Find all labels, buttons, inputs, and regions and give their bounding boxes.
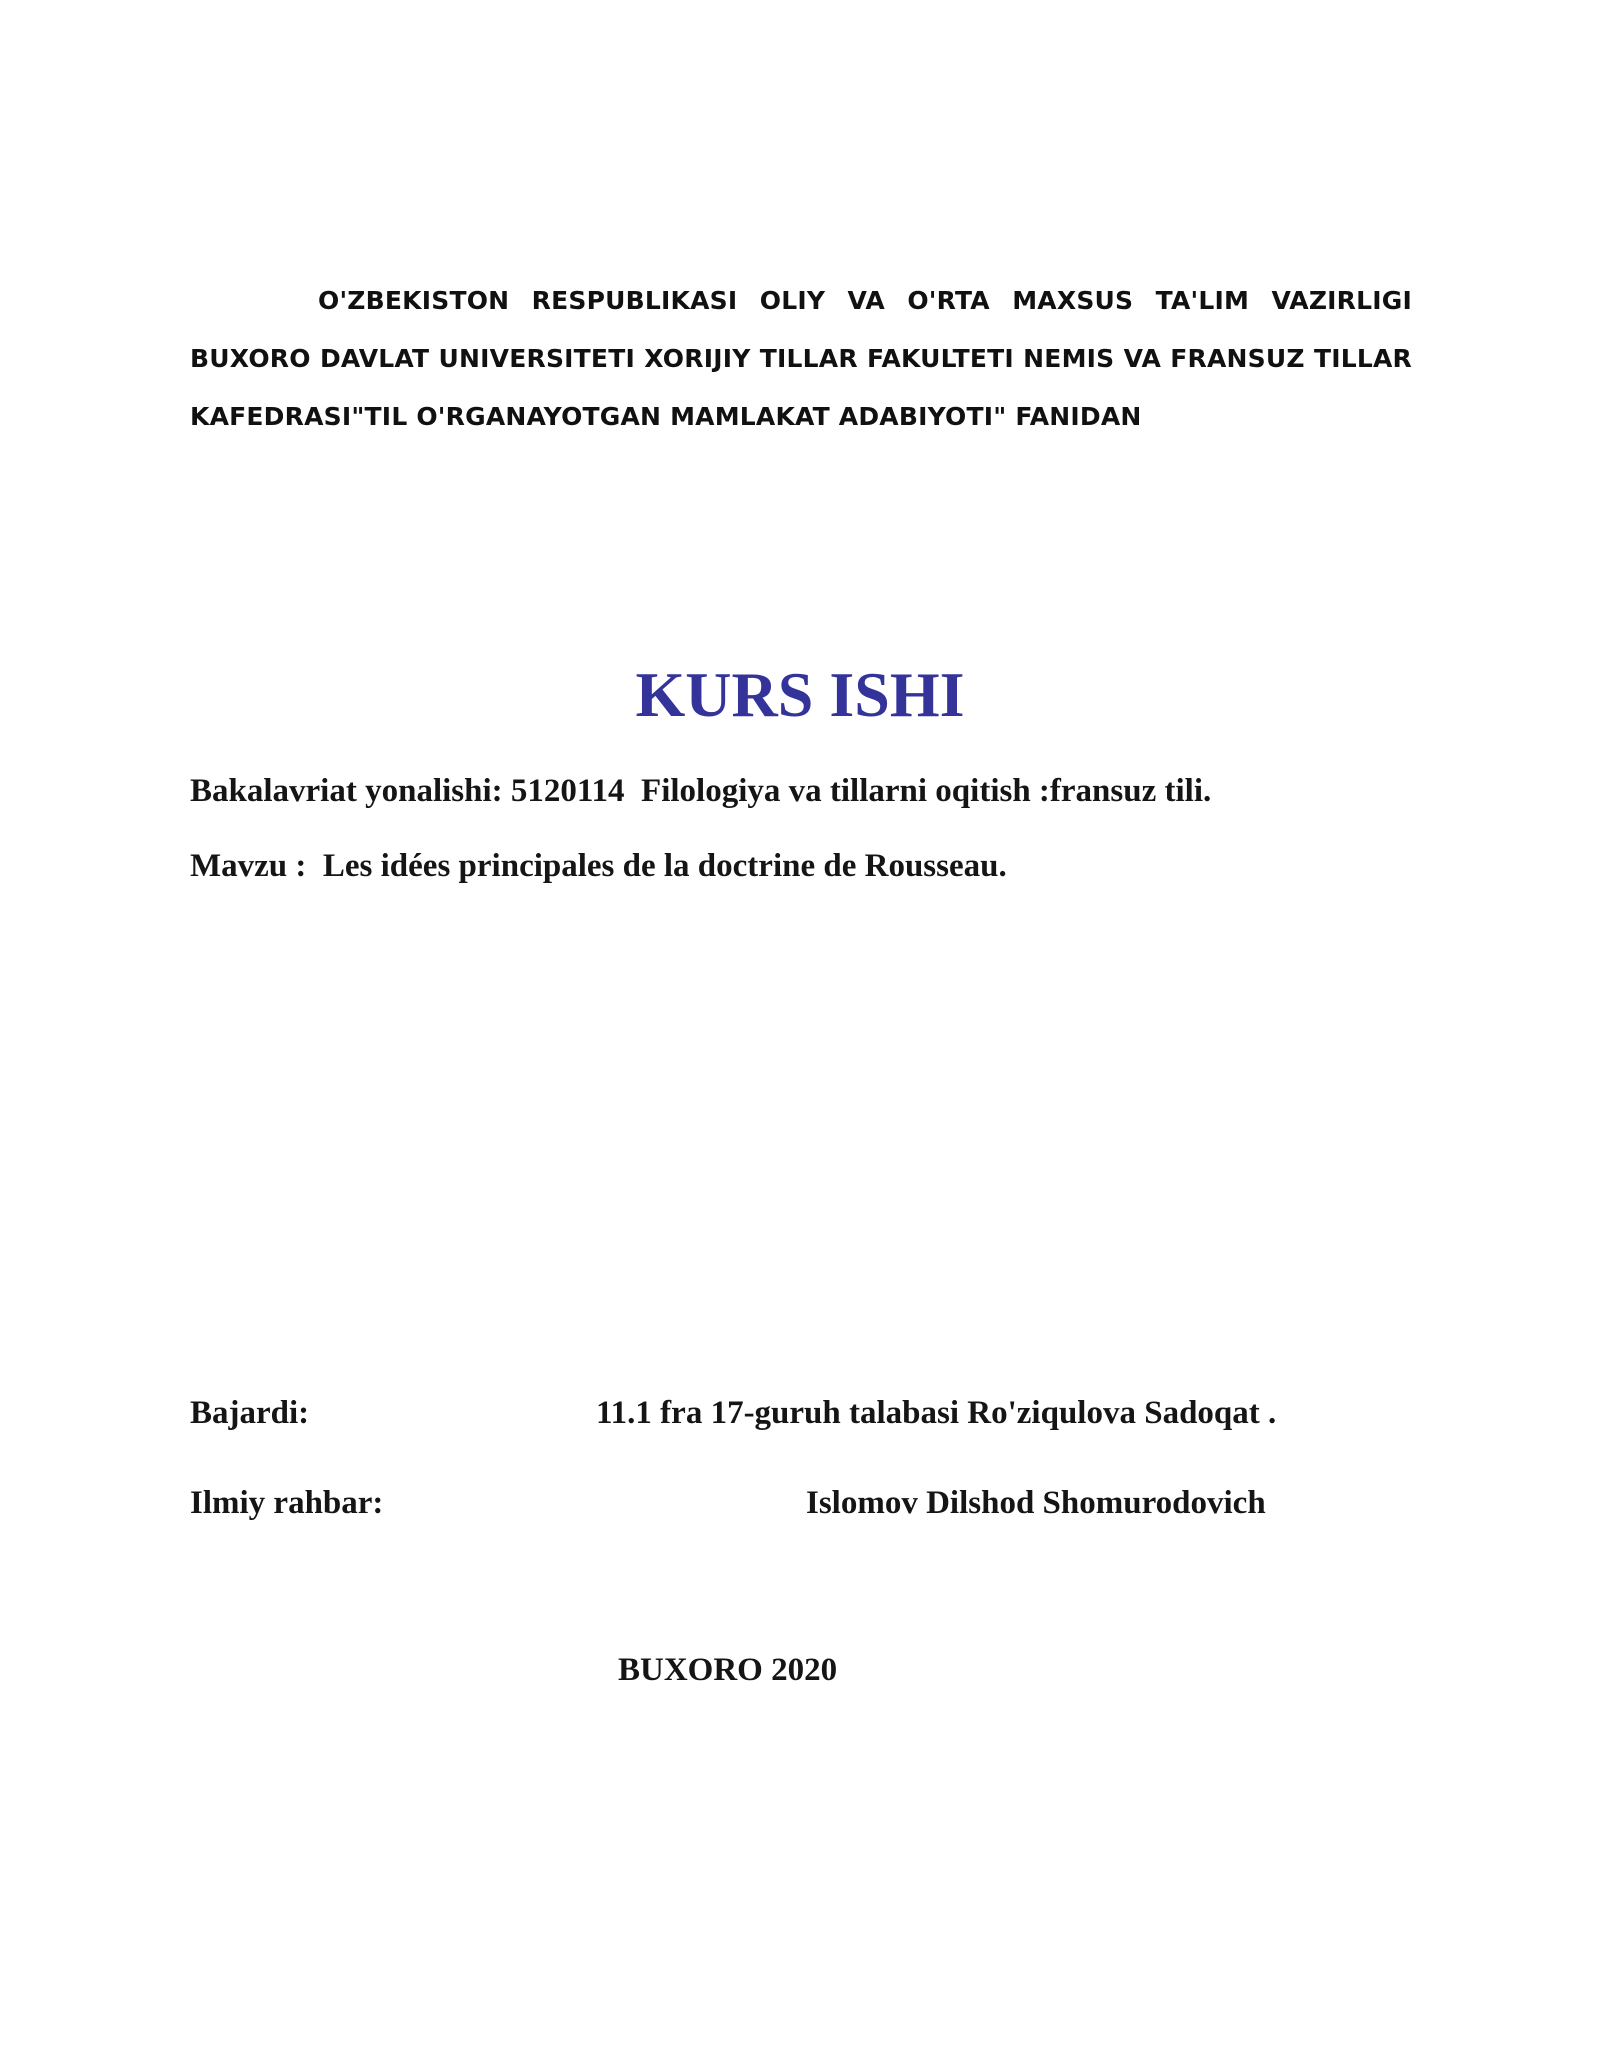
topic-line: Mavzu : Les idées principales de la doctrine de Rousseau. bbox=[190, 848, 1007, 884]
supervisor-label: Ilmiy rahbar: bbox=[190, 1485, 384, 1521]
bachelor-direction-line: Bakalavriat yonalishi: 5120114 Filologiya va tillarni oqitish :fransuz tili. bbox=[190, 773, 1212, 809]
performed-by-value: 11.1 fra 17-guruh talabasi Ro'ziqulova Sadoqat . bbox=[596, 1395, 1277, 1431]
institution-header-text: O'ZBEKISTON RESPUBLIKASI OLIY VA O'RTA MAXSUS TA'LIM VAZIRLIGI BUXORO DAVLAT UNIVERSITETI XORIJIY TILLAR FAKULTETI NEMIS VA FRANSUZ TILLAR KAFEDRASI"TIL O'RGANAYOTGAN MAMLAKAT ADABIYOTI" FANIDAN bbox=[190, 286, 1412, 431]
supervisor-value: Islomov Dilshod Shomurodovich bbox=[806, 1485, 1266, 1521]
performed-by-label: Bajardi: bbox=[190, 1395, 310, 1431]
document-title: KURS ISHI bbox=[635, 659, 965, 730]
city-year: BUXORO 2020 bbox=[618, 1652, 838, 1688]
institution-header bbox=[190, 272, 1412, 446]
